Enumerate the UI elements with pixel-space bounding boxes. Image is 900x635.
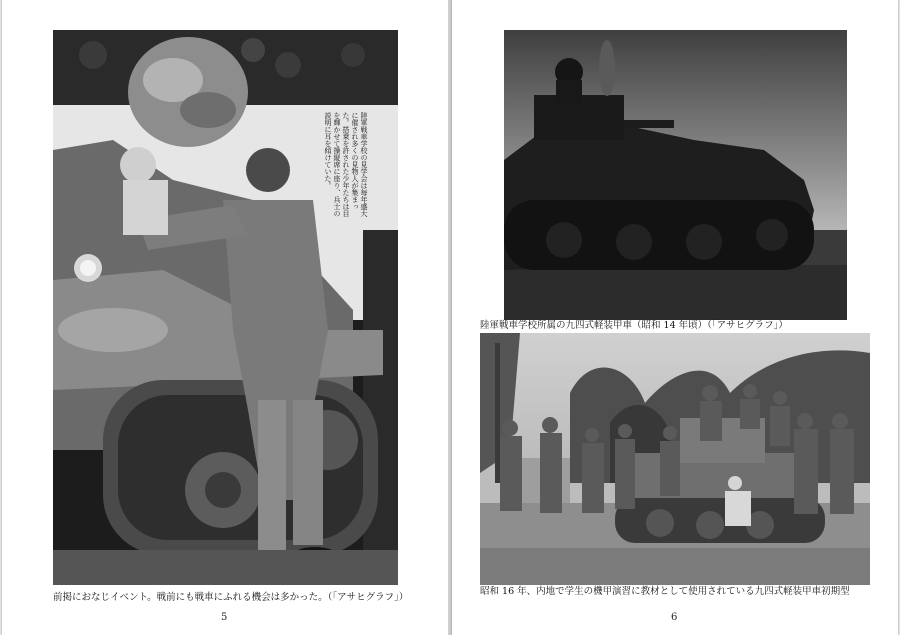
right-page-number: 6 — [671, 612, 678, 623]
left-page — [2, 0, 448, 635]
right-top-caption: 陸軍戦車学校所属の九四式軽装甲車（昭和 14 年頃）（「アサヒグラフ」） — [480, 320, 788, 331]
photo-tank-silhouette — [504, 30, 847, 320]
left-caption: 前掲におなじイベント。戦前にも戦車にふれる機会は多かった。（「アサヒグラフ」） — [53, 592, 409, 603]
photo-training-exercise — [480, 333, 870, 585]
right-bottom-caption: 昭和 16 年、内地で学生の機甲演習に教材として使用されている九四式軽装甲車初期型 — [480, 586, 850, 597]
left-page-number: 5 — [221, 612, 228, 623]
right-page — [452, 0, 898, 635]
vertical-article-text: 陸軍戦車学校の見学会は毎年盛大に催され多くの見物人が集まった。搭乗を許された少年たちは目を輝かせて操縦席に座り、兵士の説明に耳を傾けていた。 — [324, 112, 368, 217]
